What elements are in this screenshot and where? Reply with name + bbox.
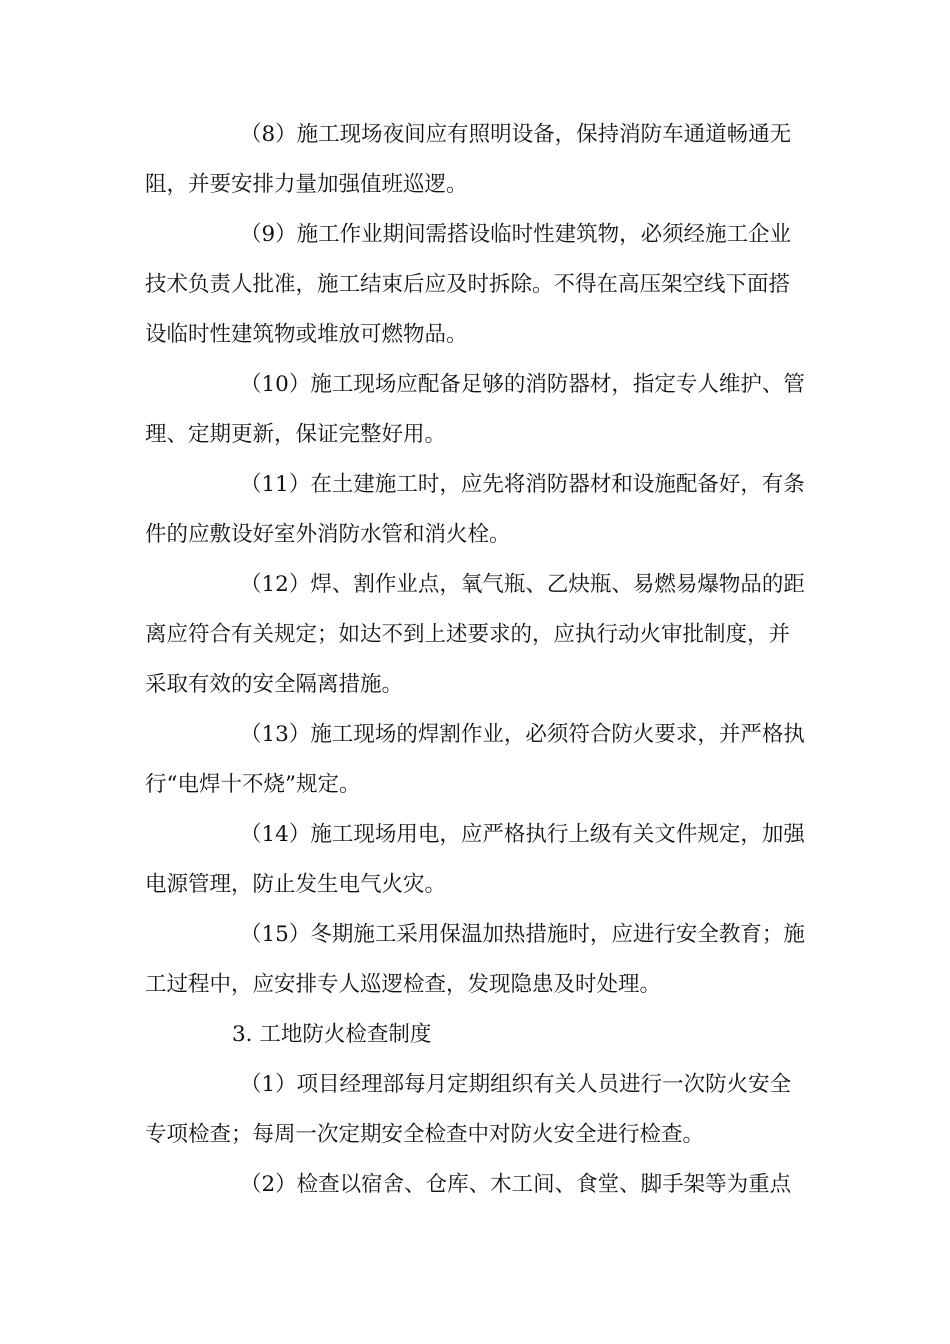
- paragraph-9-line-1: （9）施工作业期间需搭设临时性建筑物，必须经施工企业: [240, 222, 792, 247]
- check-paragraph-1-line-1: （1）项目经理部每月定期组织有关人员进行一次防火安全: [240, 1072, 792, 1097]
- paragraph-12-line-1: （12）焊、割作业点，氧气瓶、乙炔瓶、易燃易爆物品的距: [240, 572, 805, 597]
- paragraph-11-line-1: （11）在土建施工时，应先将消防器材和设施配备好，有条: [240, 472, 805, 497]
- paragraph-12-line-3: 采取有效的安全隔离措施。: [145, 672, 404, 697]
- paragraph-12-line-2: 离应符合有关规定；如达不到上述要求的，应执行动火审批制度，并: [145, 622, 791, 647]
- paragraph-8-line-2: 阻，并要安排力量加强值班巡逻。: [145, 172, 468, 197]
- paragraph-13-line-1: （13）施工现场的焊割作业，必须符合防火要求，并严格执: [240, 722, 805, 747]
- paragraph-15-line-2: 工过程中，应安排专人巡逻检查，发现隐患及时处理。: [145, 972, 662, 997]
- paragraph-9-line-3: 设临时性建筑物或堆放可燃物品。: [145, 322, 468, 347]
- paragraph-14-line-2: 电源管理，防止发生电气火灾。: [145, 872, 447, 897]
- paragraph-13-line-2: 行“电焊十不烧”规定。: [145, 772, 361, 797]
- paragraph-11-line-2: 件的应敷设好室外消防水管和消火栓。: [145, 522, 511, 547]
- check-paragraph-2-line-1: （2）检查以宿舍、仓库、木工间、食堂、脚手架等为重点: [240, 1172, 792, 1197]
- paragraph-9-line-2: 技术负责人批准，施工结束后应及时拆除。不得在高压架空线下面搭: [145, 272, 791, 297]
- paragraph-8-line-1: （8）施工现场夜间应有照明设备，保持消防车通道畅通无: [240, 122, 792, 147]
- paragraph-10-line-1: （10）施工现场应配备足够的消防器材，指定专人维护、管: [240, 372, 805, 397]
- check-paragraph-1-line-2: 专项检查；每周一次定期安全检查中对防火安全进行检查。: [145, 1122, 705, 1147]
- paragraph-15-line-1: （15）冬期施工采用保温加热措施时，应进行安全教育；施: [240, 922, 805, 947]
- paragraph-10-line-2: 理、定期更新，保证完整好用。: [145, 422, 447, 447]
- section-heading: 3. 工地防火检查制度: [232, 1022, 432, 1047]
- paragraph-14-line-1: （14）施工现场用电，应严格执行上级有关文件规定，加强: [240, 822, 805, 847]
